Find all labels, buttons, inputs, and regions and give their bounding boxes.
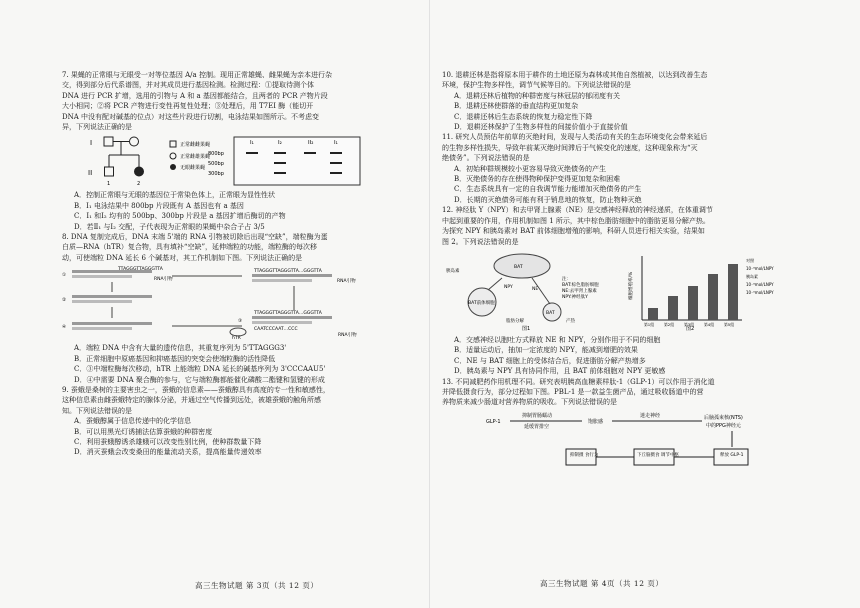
q8-option-b: B．正常细胞中原癌基因和抑癌基因的突变会使端粒酶的活性降低 xyxy=(74,354,276,363)
q8-stem-line: 8. DNA 复制完成后，DNA 末端 5'端的 RNA 引物被切除后出现“空缺”，端粒酶为蛋 xyxy=(62,233,328,242)
fig2-group: 第1组 xyxy=(644,321,655,327)
step-circle: ③ xyxy=(238,319,243,325)
fig1-label: BAT xyxy=(514,264,523,270)
q12-option-a: A．交感神经以胞吐方式释放 NE 和 NPY，分别作用于不同的细胞 xyxy=(454,335,661,344)
gel-lane: I₂ xyxy=(278,140,282,147)
q7-stem-line: 大小相同；②将 PCR 产物进行变性再复性处理；③处理后，用 T7EI 酶（能切开 xyxy=(62,102,314,111)
q12-stem-line: 为探究 NPY 和胰岛素对 BAT 前体细胞增殖的影响，科研人员进行相关实验，结果如 xyxy=(442,227,705,236)
fig2-ylabel: 细胞增殖率/% xyxy=(629,271,634,300)
fig-tag: hTR xyxy=(232,336,241,341)
gel-size: 300bp xyxy=(208,171,224,178)
q12-stem-line: 中起到重要的作用，作用机制如图 1 所示，其中棕色脂肪细胞中的脂肪更易分解产热。 xyxy=(442,216,710,225)
fig1-label: 胰岛素 xyxy=(446,268,460,274)
npy-mechanism-and-chart xyxy=(442,250,840,332)
fig1-label: NE xyxy=(532,286,539,292)
q11-option-c: C．生态系统具有一定的自我调节能力能增加灭绝债务的产生 xyxy=(454,185,642,194)
q9-option-c: C．利用蚕蛾醇诱杀雄蛾可以改变性别比例，使种群数量下降 xyxy=(74,437,262,446)
gel-lane: I₁ xyxy=(334,140,338,147)
q11-option-d: D．长期的灭绝债务可能有利于销息地的恢复，防止物种灭绝 xyxy=(454,195,642,204)
flow-node: 抑制摄 食行为 xyxy=(570,452,599,458)
fig1-label: 产热 xyxy=(566,318,575,324)
q8-figure xyxy=(62,266,404,340)
fig1-note: BAT:棕色脂肪细胞 xyxy=(562,282,599,288)
q7-option-c: C．Ⅰ₁ 和Ⅰ₂ 均有的 500bp、300bp 片段是 a 基因扩增后酶切的产物 xyxy=(74,212,286,221)
pedigree-male-I1 xyxy=(104,137,113,146)
page-footer-right: 高三生物试题 第 4页（共 12 页） xyxy=(540,579,664,588)
fig-seq: TTAGGGTTAGGGTTA xyxy=(118,267,163,273)
pedigree-female-II2 xyxy=(135,167,144,176)
svg-text:2: 2 xyxy=(137,181,141,188)
q10-stem-line: 10. 退耕还林是指将原本用于耕作的土地还原为森林或其他自然植被，以达到改善生态 xyxy=(442,71,708,79)
flow-node: 中的PPG神经元 xyxy=(706,422,741,429)
q8-option-a: A．端粒 DNA 中含有大量的遗传信息，其重复序列为 5'TTAGGG3' xyxy=(74,344,287,353)
flow-node: 下丘脑摄食 调节中枢 xyxy=(637,452,679,458)
gel-lane: I₁ xyxy=(250,140,254,147)
q7-stem-line: DNA 进行 PCR 扩增，选用的引物与 A 和 a 基因都能结合，且两者的 PCR 产物片段 xyxy=(62,91,328,100)
q11-stem-line: 绝债务”。下列说法错误的是 xyxy=(442,154,530,163)
q7-option-b: B．Ⅰ₁ 电泳结果中 800bp 片段既有 A 基因也有 a 基因 xyxy=(74,201,244,210)
q9-stem-line: 9. 蚕蛾是桑树的主要害虫之一，蚕蛾的信息素——蚕蛾醇具有高度的专一性和敏感性， xyxy=(62,385,330,394)
q7-stem-line: 异，下列说法正确的是 xyxy=(62,123,132,132)
gel-size: 500bp xyxy=(208,161,224,168)
q10-stem-line: 环境，保护生物多样性，调节气候等目的。下列说法错误的是 xyxy=(442,81,631,90)
pedigree-female-I2 xyxy=(130,137,139,146)
q12-option-b: B．适量运动后，抽加一定浓度的 NPY，能减到增肥的效果 xyxy=(454,346,638,355)
q7-option-d: D．若Ⅱ₁ 与Ⅰ₂ 交配，子代表现为正常眼的果蝇中杂合子占 3/5 xyxy=(74,222,265,231)
q7-stem-line: DNA 中没有配对碱基的位点）对这些片段进行切割，电泳结果如图所示。不考虑变 xyxy=(62,112,320,121)
q7-stem-line: 7. 果蝇的正常眼与无眼受一对等位基因 A/a 控制。现用正常雄蝇、雌果蝇为亲本进行杂 xyxy=(62,71,332,79)
q9-stem-line: 知。下列说法错误的是 xyxy=(62,406,132,415)
question-11 xyxy=(442,132,840,205)
fig1-label: BAT前体细胞 xyxy=(468,300,495,306)
fig-seq: TTAGGGTTAGGGTTA…GGGTTA xyxy=(254,269,322,275)
flow-edge: 迷走神经 xyxy=(640,412,661,419)
fig-seq: CAATCCCAAT…CCC xyxy=(254,327,298,333)
q8-option-c: C．③中端粒酶每次移动，hTR 上能端粒 DNA 延长的碱基序列为 3'CCCAAU5' xyxy=(74,365,326,374)
fig-tag: RNA引物 xyxy=(338,333,357,339)
page-right xyxy=(430,0,860,608)
gel-size: 800bp xyxy=(208,151,224,158)
q8-stem-line: 动，可使端粒 DNA 延长 6 个碱基对，其工作机制如下图。下列说法正确的是 xyxy=(62,253,303,262)
question-8 xyxy=(62,232,404,385)
fig2-bar xyxy=(648,308,658,320)
q12-option-c: C．NE 与 BAT 细胞上的受体结合后，促进脂肪分解产热增多 xyxy=(454,356,646,365)
fig2-bar xyxy=(708,274,718,320)
npy-bar-chart xyxy=(627,256,774,332)
q9-option-b: B．可以用黑光灯诱捕法估算蚕蛾的种群密度 xyxy=(74,427,213,436)
q7-figure xyxy=(62,135,404,187)
q10-option-c: C．退耕还林后生态系统的恢复力稳定性下降 xyxy=(454,112,593,121)
step-circle: ② xyxy=(62,298,67,304)
flow-node: 后脑孤束核(NTS) xyxy=(704,414,743,421)
question-13 xyxy=(442,377,840,469)
pedigree-and-gel xyxy=(62,135,404,187)
fig2-caption: 图2 xyxy=(686,325,695,332)
fig2-group: 第2组 xyxy=(664,321,675,327)
fig2-legend: 胰岛素 xyxy=(746,273,758,279)
fig1-caption: 图1 xyxy=(522,325,531,332)
legend-item: 正常雌雌果蝇 xyxy=(180,142,211,149)
q10-option-b: B．退耕还林使群落的垂直结构更加复杂 xyxy=(454,102,579,111)
q11-option-a: A．初始种群规模较小更容易导致灭绝债务的产生 xyxy=(454,164,607,173)
question-12 xyxy=(442,205,840,376)
q12-stem-line: 12. 神经肽 Y（NPY）和去甲肾上腺素（NE）是交感神经释放的神经递质，在体重调节 xyxy=(442,206,713,215)
fig-seq: TTAGGGTTAGGGTTA…GGGTTA xyxy=(254,311,322,317)
q8-stem-line: 白质—RNA（hTR）复合物，具有填补“空缺”，延伸端粒的功能，端粒酶的每次移 xyxy=(62,243,318,252)
svg-text:1: 1 xyxy=(107,181,111,188)
q13-flow-diagram xyxy=(442,411,840,469)
fig1-label: NPY xyxy=(504,284,513,290)
step-circle: ④ xyxy=(62,325,67,331)
q12-option-d: D．胰岛素与 NPY 具有协同作用，且 BAT 前体细胞对 NPY 更敏感 xyxy=(454,367,666,376)
legend-item: 正常雌雄果蝇 xyxy=(180,154,211,161)
gel-lane: II₂ xyxy=(308,140,314,147)
page-footer-left: 高三生物试题 第 3页（共 12 页） xyxy=(195,581,319,590)
fig1-note: NE:去甲肾上腺素 xyxy=(562,288,597,294)
fig2-legend: 对照 xyxy=(746,257,754,263)
fig2-legend: 10⁻⁸mol/LNPY xyxy=(746,281,774,287)
q11-stem-line: 的生物多样性损失，导致年前某灭绝时间滞后于气候变化的速度，这种现象称为“灭 xyxy=(442,143,698,152)
q11-stem-line: 11. 研究人员预估年前草的灭绝时间，发现与人类活动有关的生态环境变化会带来延后 xyxy=(442,133,708,142)
left-column xyxy=(62,70,404,458)
fig2-bar xyxy=(668,296,678,320)
q7-stem-line: 交，得到部分后代系谱图，并对其成员进行基因检测。检测过程：①提取待测个体 xyxy=(62,81,314,90)
gen-label-II: II xyxy=(88,169,93,178)
q10-option-d: D．退耕还林保护了生物多样性的间接价值小于直接价值 xyxy=(454,123,628,132)
step-circle: ① xyxy=(62,273,67,279)
q8-option-d: D．④中需要 DNA 聚合酶的参与，它与端粒酶都能催化磷酸二酯键和氢键的形成 xyxy=(74,375,325,384)
fig2-bar xyxy=(688,286,698,320)
fig2-group: 第3组 xyxy=(684,321,695,327)
q13-stem-line: 养物质来减少肠道对营养物质的吸收。下列说法错误的是 xyxy=(442,398,617,407)
flow-node: 释放 GLP-1 xyxy=(720,452,744,458)
fig-tag: RNA引物 xyxy=(337,279,356,285)
right-column xyxy=(442,70,840,472)
flow-node: 饱胀感 xyxy=(588,418,604,425)
fig2-group: 第4组 xyxy=(704,321,715,327)
flow-edge: 抑制胃肠蠕动 xyxy=(522,412,553,419)
fig1-label: 脂肪分解 xyxy=(506,318,524,324)
q12-stem-line: 图 2。下列说法错误的是 xyxy=(442,237,519,246)
question-7 xyxy=(62,70,404,232)
fig1-note: 注： xyxy=(562,276,571,282)
fig2-group: 第5组 xyxy=(724,321,735,327)
q10-option-a: A．退耕还林后植物的种群密度与林冠层的郁闭度有关 xyxy=(454,91,621,100)
telomerase-mechanism xyxy=(62,266,404,340)
q12-figures xyxy=(442,250,840,332)
gen-label-I: I xyxy=(90,139,93,148)
q13-stem-line: 并降低摄食行为，部分过程如下图。PBL-1 是一款益生菌产品，通过吸收肠道中的营 xyxy=(442,387,704,396)
q9-option-d: D．消灭蚕蛾会改变桑田的能量流动关系，提高能量传递效率 xyxy=(74,448,262,457)
q9-stem-line: 这种信息素由雌蚕蛾特定的腺体分泌，并通过空气传播到远处，被雄蚕蛾的触角所感 xyxy=(62,396,321,405)
question-9 xyxy=(62,385,404,458)
pedigree-male-II1 xyxy=(105,167,114,176)
fig2-legend: 10⁻⁶mol/LNPY xyxy=(746,289,774,295)
fig-tag: RNA引物 xyxy=(154,277,173,283)
fig1-label: BAT xyxy=(546,310,555,316)
fig2-bar xyxy=(728,264,738,320)
fig2-legend: 10⁻⁸mol/LNPY xyxy=(746,265,774,271)
flow-node: GLP-1 xyxy=(486,418,501,425)
legend-item: 无眼雌果蝇 xyxy=(180,165,206,172)
flow-edge: 延缓胃排空 xyxy=(524,423,550,430)
q9-option-a: A．蚕蛾醇属于信息传递中的化学信息 xyxy=(74,417,192,426)
q11-option-b: B．灭绝债务的存在使得物种保护变得更加复杂和困难 xyxy=(454,175,621,184)
question-10 xyxy=(442,70,840,132)
fig1-note: NPY:神经肽Y xyxy=(562,294,588,300)
q13-stem-line: 13. 不同减肥药作用机理不同。研究表明胰高血糖素样肽-1（GLP-1）可以作用于消化道 xyxy=(442,377,715,386)
q7-option-a: A．控制正常眼与无眼的基因位于常染色体上，正常眼为显性性状 xyxy=(74,191,276,200)
